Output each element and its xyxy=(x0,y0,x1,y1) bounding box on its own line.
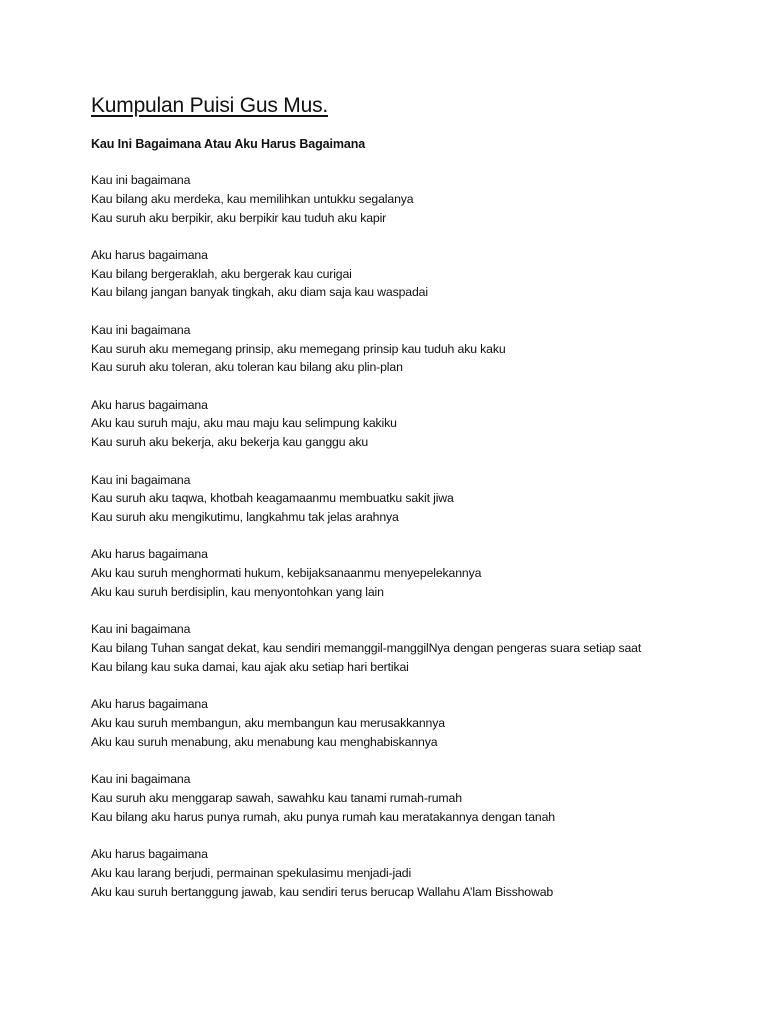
stanza xyxy=(91,695,751,751)
poem-line: Aku kau suruh menghormati hukum, kebijaksanaanmu menyepelekannya xyxy=(91,566,482,581)
stanza xyxy=(91,620,751,676)
stanza xyxy=(91,171,751,227)
poem-line: Aku kau suruh berdisiplin, kau menyontohkan yang lain xyxy=(91,585,384,600)
document-title: Kumpulan Puisi Gus Mus. xyxy=(91,94,329,117)
stanza xyxy=(91,471,751,527)
poem-line: Kau ini bagaimana xyxy=(91,622,191,637)
poem-line: Aku kau suruh maju, aku mau maju kau selimpung kakiku xyxy=(91,416,397,431)
poem-line: Kau bilang Tuhan sangat dekat, kau sendiri memanggil-manggilNya dengan pengeras suara setiap saat xyxy=(91,641,642,656)
stanza xyxy=(91,770,751,826)
poem-line: Kau bilang aku harus punya rumah, aku punya rumah kau meratakannya dengan tanah xyxy=(91,809,555,824)
poem-line: Kau ini bagaimana xyxy=(91,772,191,787)
poem-line: Kau suruh aku toleran, aku toleran kau bilang aku plin-plan xyxy=(91,360,403,375)
poem-body xyxy=(91,171,751,901)
poem-line: Kau suruh aku memegang prinsip, aku memegang prinsip kau tuduh aku kaku xyxy=(91,341,506,356)
poem-line: Aku harus bagaimana xyxy=(91,397,208,412)
stanza xyxy=(91,246,751,302)
document-page xyxy=(91,92,751,920)
poem-line: Kau suruh aku bekerja, aku bekerja kau ganggu aku xyxy=(91,435,369,450)
stanza xyxy=(91,545,751,601)
poem-line: Kau ini bagaimana xyxy=(91,472,191,487)
poem-line: Aku kau suruh menabung, aku menabung kau menghabiskannya xyxy=(91,734,438,749)
poem-line: Aku harus bagaimana xyxy=(91,847,208,862)
poem-line: Kau suruh aku menggarap sawah, sawahku kau tanami rumah-rumah xyxy=(91,790,462,805)
poem-line: Aku harus bagaimana xyxy=(91,697,208,712)
stanza xyxy=(91,396,751,452)
poem-line: Kau bilang jangan banyak tingkah, aku diam saja kau waspadai xyxy=(91,285,428,300)
poem-line: Aku kau suruh bertanggung jawab, kau sendiri terus berucap Wallahu A’lam Bisshowab xyxy=(91,884,554,899)
poem-line: Kau ini bagaimana xyxy=(91,173,191,187)
poem-line: Aku kau larang berjudi, permainan spekulasimu menjadi-jadi xyxy=(91,865,412,880)
poem-line: Kau ini bagaimana xyxy=(91,322,191,337)
poem-line: Kau bilang kau suka damai, kau ajak aku setiap hari bertikai xyxy=(91,659,409,674)
poem-line: Aku kau suruh membangun, aku membangun kau merusakkannya xyxy=(91,716,445,731)
poem-line: Kau suruh aku taqwa, khotbah keagamaanmu membuatku sakit jiwa xyxy=(91,491,454,506)
stanza xyxy=(91,845,751,901)
poem-line: Kau suruh aku mengikutimu, langkahmu tak jelas arahnya xyxy=(91,510,399,525)
stanza xyxy=(91,321,751,377)
poem-line: Kau bilang bergeraklah, aku bergerak kau curigai xyxy=(91,266,352,281)
poem-line: Kau bilang aku merdeka, kau memilihkan untukku segalanya xyxy=(91,191,414,206)
poem-title: Kau Ini Bagaimana Atau Aku Harus Bagaimana xyxy=(91,137,366,151)
poem-line: Aku harus bagaimana xyxy=(91,547,208,562)
poem-line: Kau suruh aku berpikir, aku berpikir kau tuduh aku kapir xyxy=(91,210,387,225)
poem-line: Aku harus bagaimana xyxy=(91,247,208,262)
